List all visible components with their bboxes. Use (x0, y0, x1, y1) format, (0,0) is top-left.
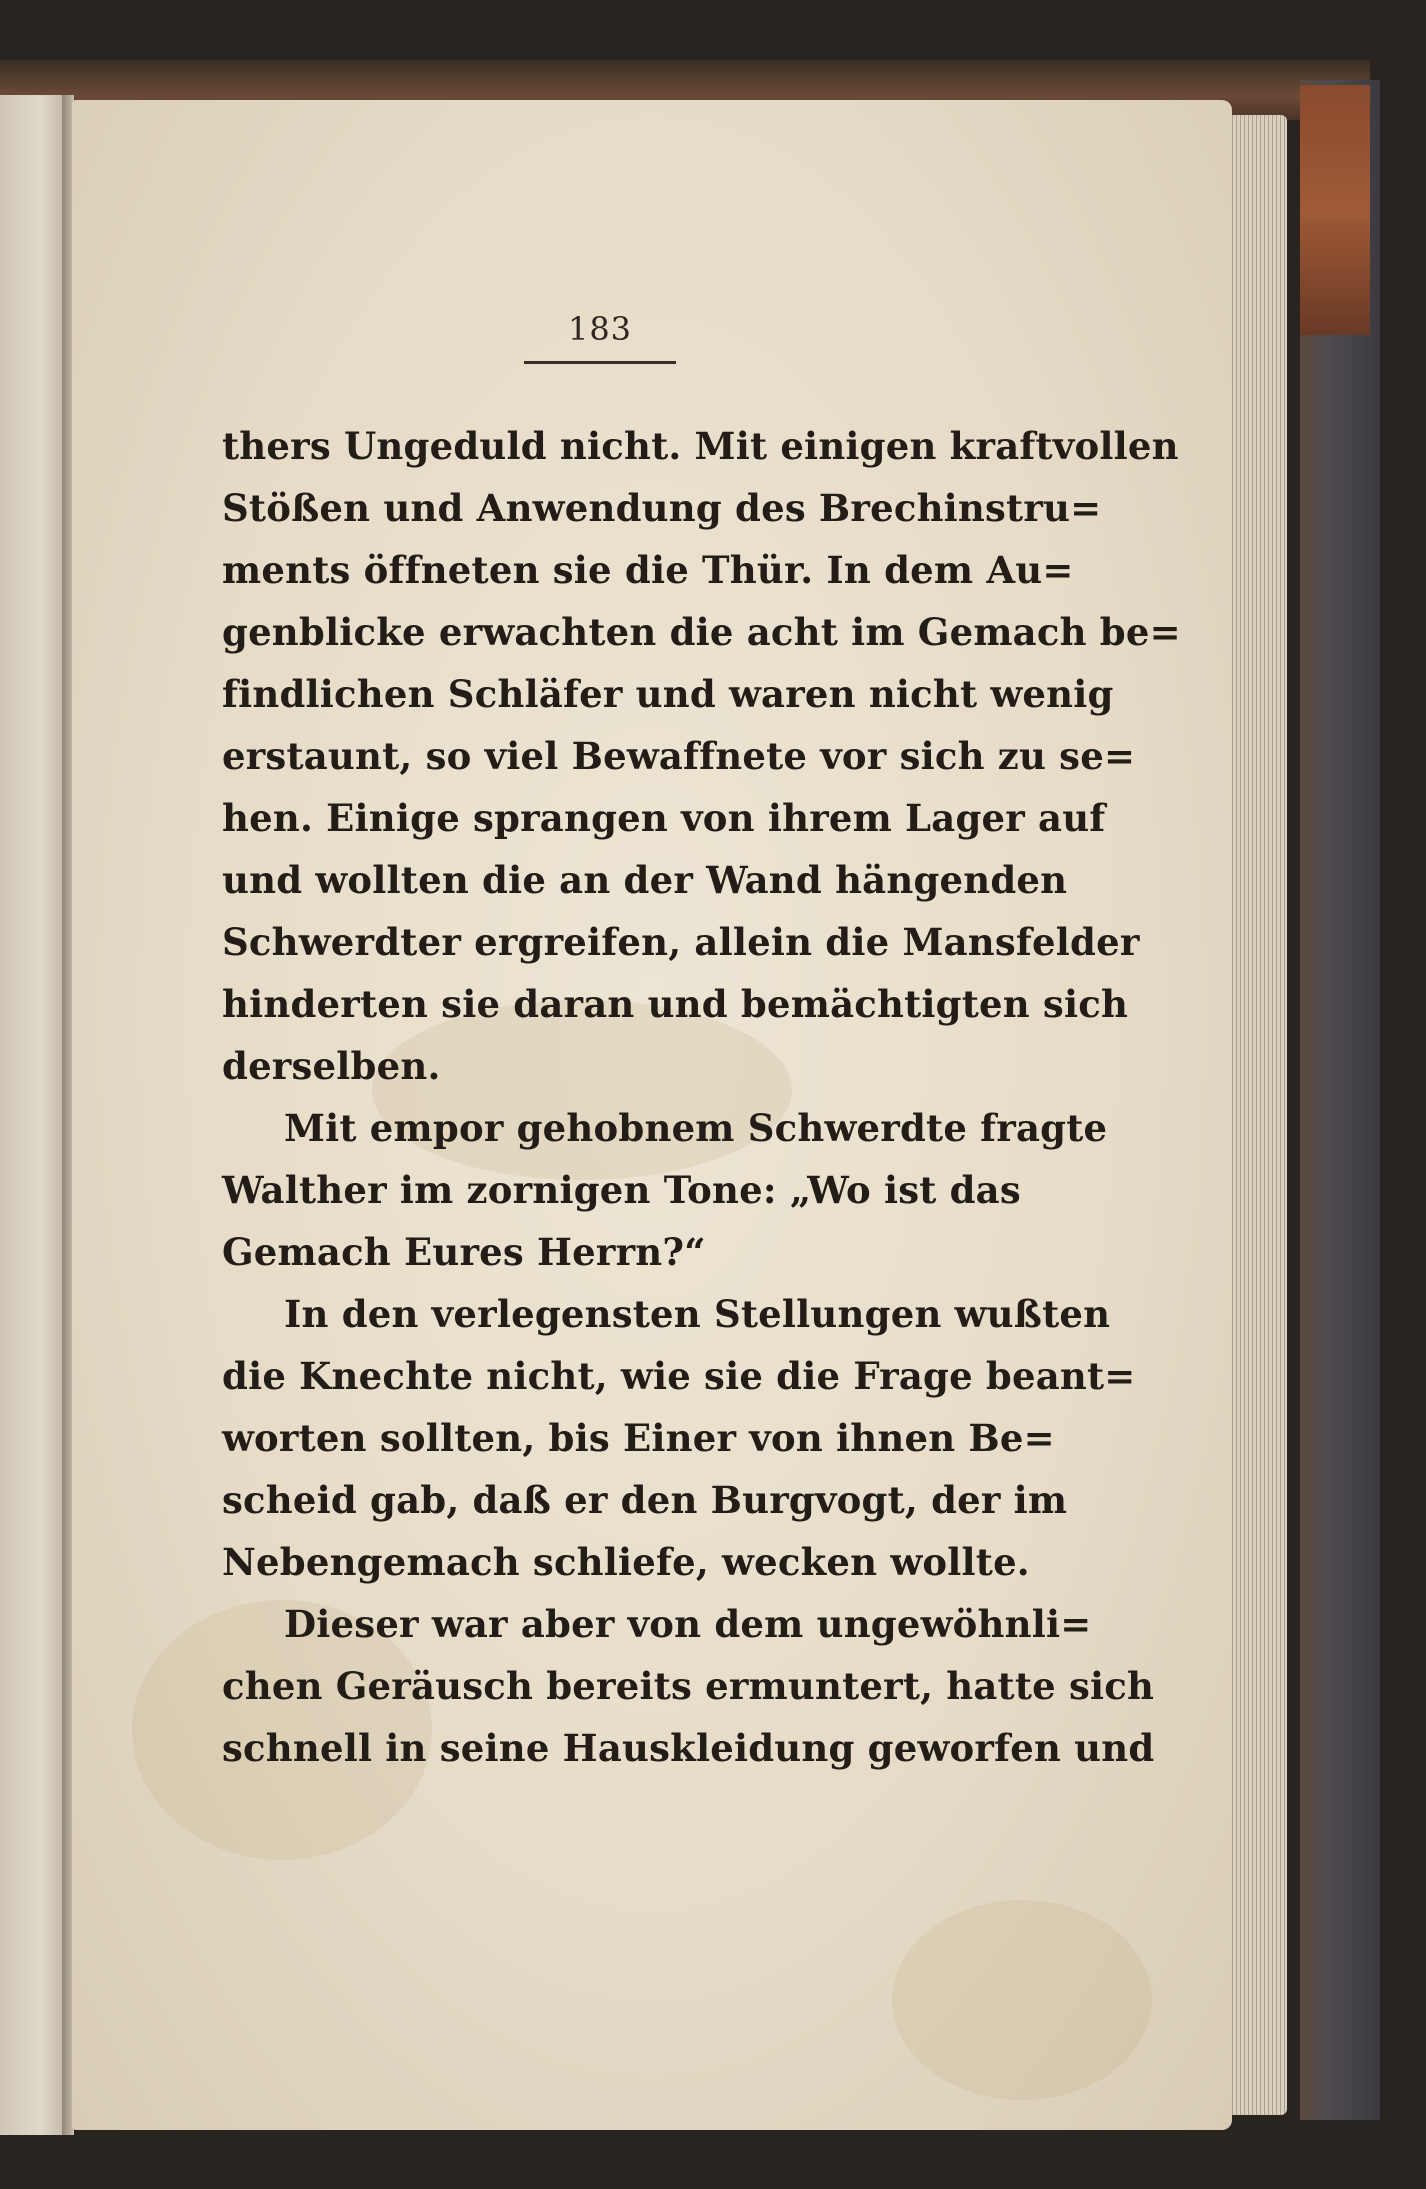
text-line: Dieser war aber von dem ungewöhnli= (284, 1602, 1092, 1646)
text-line: erstaunt, so viel Bewaffnete vor sich zu se= (222, 734, 1136, 778)
text-line: die Knechte nicht, wie sie die Frage beant= (222, 1354, 1136, 1398)
text-line: Schwerdter ergreifen, allein die Mansfelder (222, 920, 1140, 964)
text-line: scheid gab, daß er den Burgvogt, der im (222, 1478, 1068, 1522)
text-line: Nebengemach schliefe, wecken wollte. (222, 1540, 1030, 1584)
page-number-rule (524, 361, 676, 364)
text-line: chen Geräusch bereits ermuntert, hatte sich (222, 1664, 1155, 1708)
text-line: In den verlegensten Stellungen wußten (284, 1292, 1111, 1336)
text-line: Stößen und Anwendung des Brechinstru= (222, 486, 1102, 530)
text-line: genblicke erwachten die acht im Gemach be= (222, 610, 1181, 654)
text-line: Gemach Eures Herrn?“ (222, 1230, 706, 1274)
text-line: findlichen Schläfer und waren nicht wenig (222, 672, 1114, 716)
text-line: Mit empor gehobnem Schwerdte fragte (284, 1106, 1108, 1150)
page-edges (1225, 115, 1287, 2115)
text-line: Walther im zornigen Tone: „Wo ist das (222, 1168, 1021, 1212)
text-line: hen. Einige sprangen von ihrem Lager auf (222, 796, 1106, 840)
book-cover-leather-corner (1300, 85, 1370, 335)
text-line: und wollten die an der Wand hängenden (222, 858, 1068, 902)
page-number: 183 (567, 310, 633, 348)
book-cover-right (1300, 80, 1380, 2120)
text-line: hinderten sie daran und bemächtigten sich (222, 982, 1129, 1026)
text-line: ments öffneten sie die Thür. In dem Au= (222, 548, 1074, 592)
text-line: thers Ungeduld nicht. Mit einigen kraftvollen (222, 424, 1179, 468)
paper-stain (892, 1900, 1152, 2100)
left-page-edge (0, 95, 68, 2135)
text-line: schnell in seine Hauskleidung geworfen und (222, 1726, 1155, 1770)
text-line: worten sollten, bis Einer von ihnen Be= (222, 1416, 1055, 1460)
text-line: derselben. (222, 1044, 441, 1088)
